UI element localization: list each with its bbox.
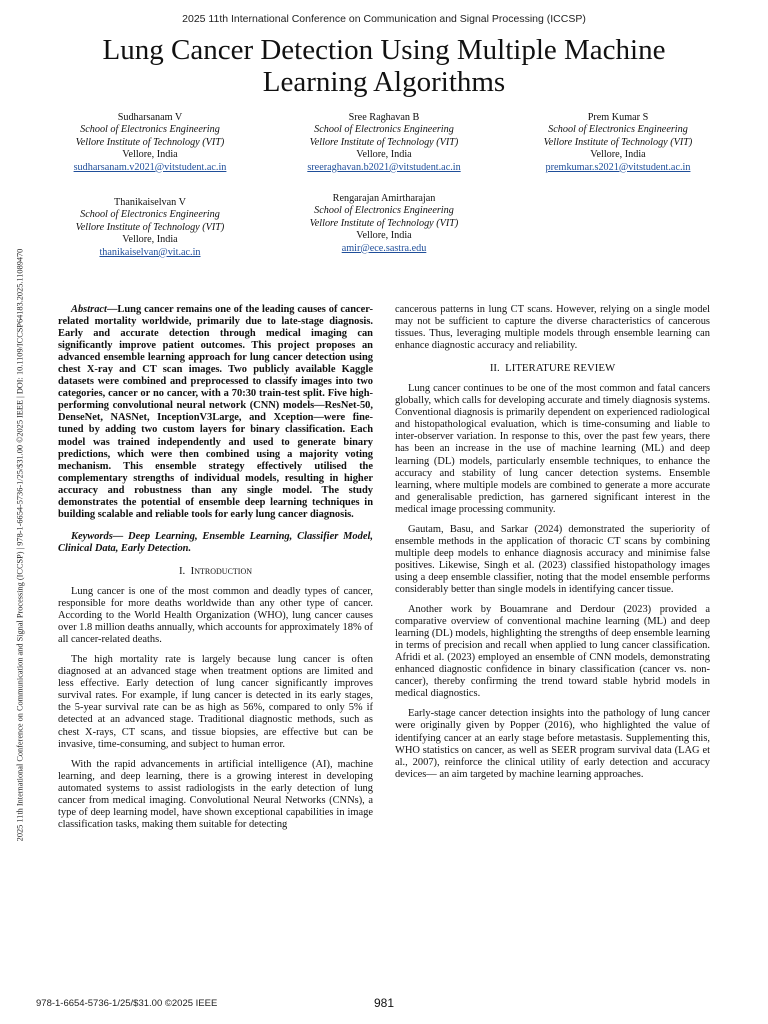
section-heading-literature-review [395,362,710,374]
intro-paragraph-2: The high mortality rate is largely because lung cancer is often diagnosed at an advanced stage when treatment options are limited and less effective. Early detection of lung cancer significantly improves survival rates. For example, if lung cancer is detected in its early stages, the 5-year survival rate can be as high as 56%, compared to only 5% if detected at an advanced stage. Traditional diagnostic methods, such as chest X-rays, CT scans, and tissue biopsies, are effective but can be invasive, time-consuming, and subject to human error. [58,654,373,750]
author-name: Sudharsanam V [117,112,183,123]
author-block [40,197,260,259]
section-number: II. [489,362,500,375]
title-line-2: Learning Algorithms [262,66,506,98]
author-dept: School of Electronics Engineering [80,124,220,136]
author-block [508,112,728,174]
author-email-link[interactable]: premkumar.s2021@vitstudent.ac.in [545,161,691,173]
author-name: Sree Raghavan B [348,112,420,123]
keywords [58,531,373,555]
abstract-text: —Lung cancer remains one of the leading causes of cancer-related mortality worldwide, primarily due to late-stage diagnosis. Early and accurate detection through medical imaging can significantly improve patient outcomes. This project proposes an advanced ensemble learning approach for lung cancer detection using chest X-ray and CT scan images. Two publicly available Kaggle datasets were combined and preprocessed to classify images into two categories, cancer or no cancer, with a 70:30 train-test split. Five high-performing convolutional neural network (CNN) models—ResNet-50, DenseNet, NASNet, InceptionV3Large, and Xception—were fine-tuned by adding two custom layers for binary classification. Each model was trained independently and used to generate binary predictions, which were then combined using a majority voting mechanism. This ensemble strategy effectively utilised the complementary strengths of individual models, resulting in higher accuracy and robustness than any single model. The study demonstrates the potential of ensemble deep learning techniques in building scalable and reliable tools for early lung cancer diagnosis. [58,304,373,520]
author-inst: Vellore Institute of Technology (VIT) [543,136,693,148]
conference-header: 2025 11th International Conference on Communication and Signal Processing (ICCSP) [182,13,586,25]
author-inst: Vellore Institute of Technology (VIT) [75,221,225,233]
intro-paragraph-continued: cancerous patterns in lung CT scans. However, relying on a single model may not be sufficient to capture the diverse characteristics of cancerous tissues. Thus, leveraging multiple models through ensemble learning can enhance diagnostic accuracy and reliability. [395,304,710,352]
author-block [274,193,494,255]
author-name: Thanikaiselvan V [114,197,186,208]
author-inst: Vellore Institute of Technology (VIT) [309,136,459,148]
author-inst: Vellore Institute of Technology (VIT) [75,136,225,148]
author-block [40,112,260,174]
right-column [395,304,710,789]
section-heading-introduction [58,565,373,577]
author-city: Vellore, India [122,149,178,161]
literature-paragraph-4: Early-stage cancer detection insights into the pathology of lung cancer were originally given by Popper (2016), who highlighted the value of identifying cancer at an early stage before metastasis. Supplementing this, WHO statistics on cancer, as well as SEER program survival data (LAG et al., 2007), reinforce the clinical utility of early detection and accuracy devices— an aim targeted by machine learning approaches. [395,708,710,780]
abstract [58,304,373,521]
section-title: Introduction [190,564,253,577]
author-email-link[interactable]: thanikaiselvan@vit.ac.in [99,246,201,258]
author-city: Vellore, India [356,149,412,161]
left-column [58,304,373,839]
author-dept: School of Electronics Engineering [314,124,454,136]
author-name: Rengarajan Amirtharajan [332,193,436,204]
author-email-link[interactable]: amir@ece.sastra.edu [341,242,427,254]
author-city: Vellore, India [590,149,646,161]
author-email-link[interactable]: sudharsanam.v2021@vitstudent.ac.in [73,161,227,173]
abstract-label: Abstract [71,304,107,315]
literature-paragraph-1: Lung cancer continues to be one of the most common and fatal cancers globally, which calls for developing accurate and timely diagnosis systems. Conventional diagnosis is primarily dependent on experienced radiological and histopathological evaluation, which is time-consuming and liable to inter-observer variation. In response to this, over the past few years, there has been an increase in the use of machine learning (ML) and deep learning (DL) models, particularly ensemble techniques, to enhance the accuracy and stability of lung cancer detection systems. Ensemble learning, where multiple models are combined to generate a more accurate and generalisable prediction, has garnered significant interest in the medical image processing community. [395,383,710,515]
intro-paragraph-3: With the rapid advancements in artificial intelligence (AI), machine learning, and deep learning, there is a growing interest in developing automated systems to assist radiologists in the early detection of lung cancer from medical imaging. Convolutional Neural Networks (CNNs), a type of deep learning model, have shown exceptional capabilities in image classification tasks, making them suitable for detecting [58,758,373,830]
page-number: 981 [373,996,395,1010]
title-line-1: Lung Cancer Detection Using Multiple Machine [102,34,666,66]
author-inst: Vellore Institute of Technology (VIT) [309,217,459,229]
author-email-link[interactable]: sreeraghavan.b2021@vitstudent.ac.in [307,161,461,173]
author-dept: School of Electronics Engineering [80,209,220,221]
footer-copyright: 978-1-6654-5736-1/25/$31.00 ©2025 IEEE [36,998,218,1009]
author-block [274,112,494,174]
section-title: LITERATURE REVIEW [505,362,616,375]
section-number: I. [178,564,186,577]
author-city: Vellore, India [122,234,178,246]
author-dept: School of Electronics Engineering [314,205,454,217]
author-dept: School of Electronics Engineering [548,124,688,136]
intro-paragraph-1: Lung cancer is one of the most common and deadly types of cancer, responsible for more deaths worldwide than any other type of cancer. According to the World Health Organization (WHO), lung cancer causes over 1.8 million deaths annually, which accounts for approximately 18% of all cancer-related deaths. [58,585,373,646]
literature-paragraph-2: Gautam, Basu, and Sarkar (2024) demonstrated the superiority of ensemble methods in the application of thoracic CT scans by combining multiple deep models to enhance diagnosis accuracy and minimise false positives. Likewise, Singh et al. (2023) classified histopathology images using a deep ensemble classifier, noting that the model ensemble performs considerably better than single models in identifying cancer tissue. [395,523,710,595]
literature-paragraph-3: Another work by Bouamrane and Derdour (2023) provided a comparative overview of conventional machine learning (ML) and deep learning (DL) models, highlighting the strengths of deep ensemble learning in terms of precision and recall when applied to lung cancer classification. Afridi et al. (2023) employed an ensemble of CNN models, demonstrating enhanced diagnostic confidence in binary classification (cancer vs. non-cancer), thereby confirming the trend toward stable hybrid models in medical diagnostics. [395,604,710,700]
paper-title [40,34,728,98]
author-city: Vellore, India [356,230,412,242]
keywords-label: Keywords [71,530,113,542]
keywords-text: — Deep Learning, Ensemble Learning, Classifier Model, Clinical Data, Early Detection. [58,530,373,554]
author-name: Prem Kumar S [587,112,649,123]
doi-sidebar-text: 2025 11th International Conference on Communication and Signal Processing (ICCSP) | 978-1-6654-5736-1/25/$31.00 ©2025 IEEE | DOI: 10.1109/ICCSP64183.2025.11089470 [15,248,25,842]
